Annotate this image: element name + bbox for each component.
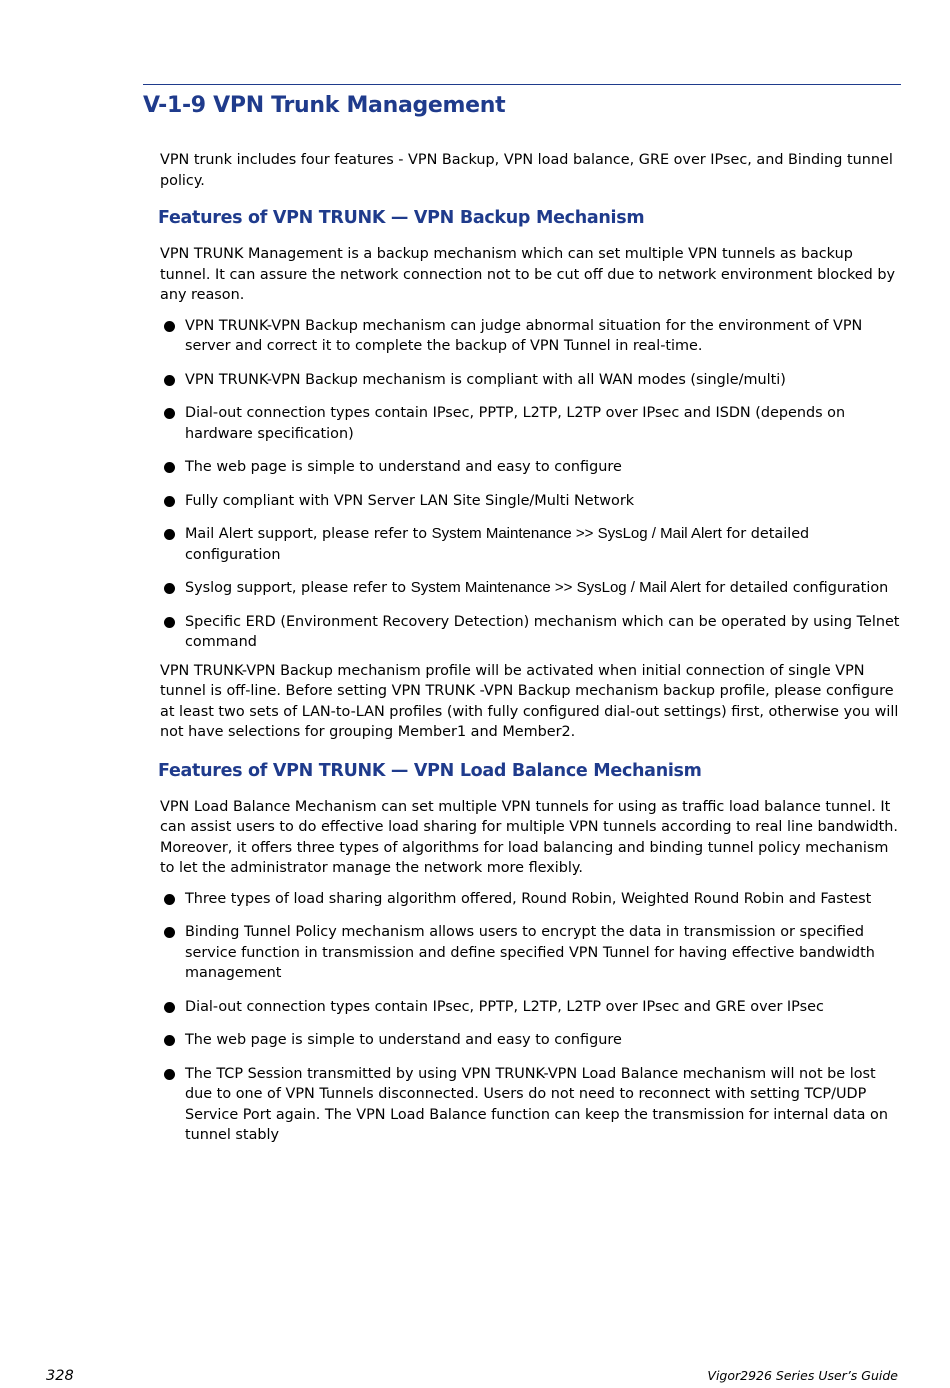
list-item: Mail Alert support, please refer to System Maintenance >> SysLog / Mail Alert for detailed configuration <box>160 524 902 565</box>
bullet-icon <box>164 1035 175 1046</box>
bullet-icon <box>164 583 175 594</box>
list-item: Specific ERD (Environment Recovery Detection) mechanism which can be operated by using Telnet command <box>160 612 902 653</box>
section-heading-backup: Features of VPN TRUNK — VPN Backup Mechanism <box>158 208 645 228</box>
list-item: The web page is simple to understand and easy to configure <box>160 1030 902 1051</box>
list-item: Syslog support, please refer to System Maintenance >> SysLog / Mail Alert for detailed configuration <box>160 578 902 599</box>
section-heading-load-balance: Features of VPN TRUNK — VPN Load Balance Mechanism <box>158 760 702 781</box>
list-item: Binding Tunnel Policy mechanism allows users to encrypt the data in transmission or specified service function in transmission and define specified VPN Tunnel for having effective bandwidth management <box>160 922 902 984</box>
bullet-icon <box>164 1002 175 1013</box>
header-rule <box>143 84 901 85</box>
list-item: Fully compliant with VPN Server LAN Site Single/Multi Network <box>160 491 902 512</box>
guide-title: Vigor2926 Series User’s Guide <box>707 1368 898 1383</box>
bullet-icon <box>164 496 175 507</box>
menu-path-reference: System Maintenance >> SysLog / Mail Alert <box>431 525 722 542</box>
list-item: VPN TRUNK-VPN Backup mechanism can judge abnormal situation for the environment of VPN server and correct it to complete the backup of VPN Tunnel in real-time. <box>160 316 902 357</box>
page-number: 328 <box>46 1368 74 1384</box>
bullet-icon <box>164 529 175 540</box>
bullet-icon <box>164 927 175 938</box>
bullet-icon <box>164 894 175 905</box>
backup-paragraph: VPN TRUNK Management is a backup mechanism which can set multiple VPN tunnels as backup tunnel. It can assure the network connection not to be cut off due to network environment blocked by any reason. <box>160 246 896 303</box>
load-balance-paragraph: VPN Load Balance Mechanism can set multiple VPN tunnels for using as traffic load balance tunnel. It can assist users to do effective load sharing for multiple VPN tunnels according to real line bandwidth. Moreover, it offers three types of algorithms for load balancing and binding tunnel policy mechanism to let the administrator manage the network more flexibly. <box>160 798 898 876</box>
content-body <box>160 150 902 1159</box>
menu-path-reference: System Maintenance >> SysLog / Mail Alert <box>410 579 701 596</box>
intro-paragraph: VPN trunk includes four features - VPN Backup, VPN load balance, GRE over IPsec, and Binding tunnel policy. <box>160 152 893 189</box>
bullet-icon <box>164 462 175 473</box>
load-balance-feature-list <box>160 889 902 1146</box>
list-item: The TCP Session transmitted by using VPN TRUNK-VPN Load Balance mechanism will not be lost due to one of VPN Tunnels disconnected. Users do not need to reconnect with setting TCP/UDP Service Port again. The VPN Load Balance function can keep the transmission for internal data on tunnel stably <box>160 1064 902 1146</box>
page-title: V-1-9 VPN Trunk Management <box>143 93 506 118</box>
list-item: Three types of load sharing algorithm offered, Round Robin, Weighted Round Robin and Fastest <box>160 889 902 910</box>
backup-feature-list <box>160 316 902 653</box>
bullet-icon <box>164 321 175 332</box>
bullet-icon <box>164 617 175 628</box>
list-item: Dial-out connection types contain IPsec, PPTP, L2TP, L2TP over IPsec and ISDN (depends on hardware specification) <box>160 403 902 444</box>
list-item: Dial-out connection types contain IPsec, PPTP, L2TP, L2TP over IPsec and GRE over IPsec <box>160 997 902 1018</box>
list-item: The web page is simple to understand and easy to configure <box>160 457 902 478</box>
bullet-icon <box>164 408 175 419</box>
backup-activation-paragraph: VPN TRUNK-VPN Backup mechanism profile will be activated when initial connection of single VPN tunnel is off-line. Before setting VPN TRUNK -VPN Backup mechanism backup profile, please configure at least two sets of LAN-to-LAN profiles (with fully configured dial-out settings) first, otherwise you will not have selections for grouping Member1 and Member2. <box>160 662 899 740</box>
list-item: VPN TRUNK-VPN Backup mechanism is compliant with all WAN modes (single/multi) <box>160 370 902 391</box>
bullet-icon <box>164 375 175 386</box>
bullet-icon <box>164 1069 175 1080</box>
